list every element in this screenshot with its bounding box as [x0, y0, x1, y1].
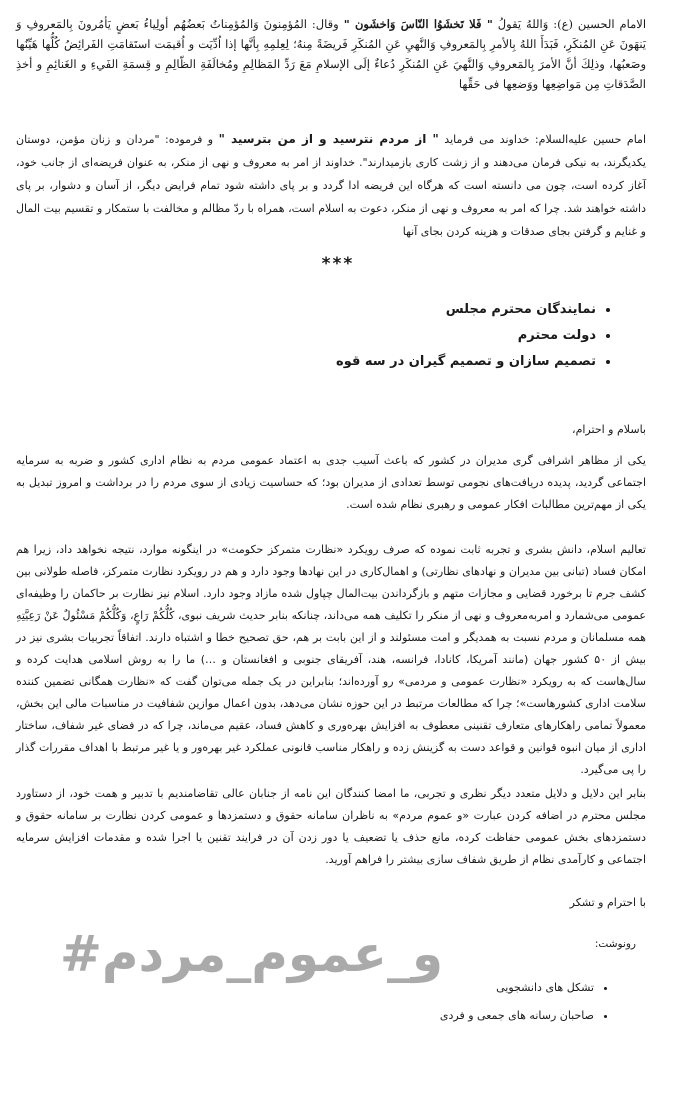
body-paragraph: یکی از مظاهر اشرافی گری مدیران در کشور که باعث آسیب جدی به اعتماد عمومی مردم به نظام اداری کشور و ضربه به سرمایه اجتماعی گردید، پدیده دریافت‌های نجومی توسط تعدادی از مدیران بود؛ که حساسیت زیادی از سوی مردم را در برداشت و امروز تبدیل به یکی از مهم‌ترین مطالبات افکار عمومی و رهبری نظام شده است. — [16, 454, 646, 511]
arabic-intro: الامام الحسين (ع): وَاللهُ يَقولُ — [497, 17, 647, 31]
farsi-quote: " از مردم نترسید و از من بترسید " — [218, 132, 439, 146]
body-paragraph: تعالیم اسلام، دانش بشری و تجربه ثابت نموده که صرف رویکرد «نظارت متمرکز حکومت» در اینگونه موارد، نتیجه نخواهد داد، زیرا هم امکان فساد (تبانی بین مدیران و نهادهای نظارتی) و اهمال‌کاری در این نهادها وجود دارد و هم در رویکرد نظارت متمرکز، فاصله طولانی بین کشف جرم تا برخورد قضایی و مجازات متهم و بازگرداندن بیت‌المال چپاول شده مازاد وجود دارد. اسلام نیز نظارت بر حاکمان را وظیفه‌ای عمومی می‌شمارد و امربه‌معروف و نهی از منکر را تکلیف همه می‌داند، چنانکه بنابر حدیث شریف نبوی، كُلُّكُمْ رَاعٍ، وَكُلُّكُمْ مَسْئُولٌ عَنْ رَعِيَّتِهِ همه مسلمانان و مردم نسبت به همدیگر و امت مسئولند و از این بابت بر هم، حق تصحیح خطا و اشتباه دارند. اتفاقاً تجربیات بشری نیز در بیش از ۵۰ کشور جهان (مانند آمریکا، کانادا، فرانسه، هند، آفریقای جنوبی و افغانستان و …) ما را به روش اسلامی هدایت کرده و سال‌هاست که به رویکرد «نظارت عمومی و مردمی» رو آورده‌اند؛ بنابراین در یک جمله می‌توان گفت که «نظارت همگانی تضمین کننده سلامت اداری کشورهاست»؛ چرا که مطالعات مرتبط در این حوزه نشان می‌دهد، بدون اعمال موازین شفافیت در مناسبات مالی این بخش، معمولاً تمامی راهکارهای متعارف تقنینی معطوف به افزایش بهره‌وری و کاهش فساد، عقیم می‌ماند، چرا که در فضای غیر شفاف، ساختار اداری از میان انبوه قوانین و قواعد دست به گزینش زده و راهکار مناسب قانونی عملکرد غیر بهره‌ور و یا غیر مرتبط با اهداف مقررات گذار را پی می‌گیرد. — [16, 543, 646, 776]
recipient-item: • دولت محترم — [336, 323, 596, 349]
body-paragraph: بنابر این دلایل و دلایل متعدد دیگر نظری و تجربی، ما امضا کنندگان این نامه از جنابان عالی تقاضامندیم با تدبیر و همت خود، از دستاورد مجلس محترم در اضافه کردن عبارت «و عموم مردم» به ناظران سامانه حقوق و دستمزدها و عمومی کردن نظارت بر سامانه حقوق و دستمزدهای بخش عمومی حفاظت کرده، مانع حذف یا تضعیف یا دور زدن آن در فرایند تقنین یا اجرا شده و مقدمات افزایش سرمایه اجتماعی و کارآمدی نظام از طریق شفاف سازی بیشتر را فراهم آورید. — [16, 787, 646, 866]
arabic-quote: " فَلا تَخشَوُا النّاسَ وَاخشَون " — [343, 17, 493, 31]
section-separator: *** — [321, 254, 355, 274]
cc-item: • صاحبان رسانه های جمعی و فردی — [440, 1002, 594, 1030]
farsi-translation — [16, 128, 646, 243]
arabic-text: وقال: المُؤمِنونَ وَالمُؤمِناتُ بَعضُهُم أولِياءُ بَعضٍ يَأمُرونَ بِالمَعروفِ وَ يَنهَونَ عَنِ المُنكَرِ، فَبَدَأَ اللهُ بِالأمرِ بِالمَعروفِ وَالنَّهيِ عَنِ المُنكَرِ فَريضَةً مِنهُ؛ لِعِلمِهِ بِأنَّها إذا اُدِّيَت و اُقيمَت استَقامَتِ الفَرائِضُ كُلُّها هَيِّنُها وصَعبُها، وذلِكَ أنَّ الأمرَ بِالمَعروفِ وَالنَّهيَ عَنِ المُنكَرِ دُعاءٌ إلَى الإسلامِ مَعَ رَدِّ المَظالِمِ ومُخالَفَةِ الظّالِمِ و قِسمَةِ الفَيءِ و الغَنائِمِ و أخذِ الصَّدَقاتِ مِن مَواضِعِها ووَضعِها فى حَقِّها — [16, 17, 646, 91]
cc-item: • تشکل های دانشجویی — [440, 974, 594, 1002]
cc-list — [440, 974, 616, 1030]
cc-label: رونوشت: — [594, 938, 636, 950]
recipient-list — [336, 297, 616, 375]
arabic-hadith — [16, 14, 646, 94]
farsi-intro: امام حسین علیه‌السلام: خداوند می فرماید — [444, 133, 646, 146]
recipient-item: • تصمیم سازان و تصمیم گیران در سه قوه — [336, 349, 596, 375]
farsi-text: و فرموده: "مردان و زنان مؤمن، دوستان یکدیگرند، به نیکی فرمان می‌دهند و از زشت کاری بازمیدارند". خداوند از امر به معروف و نهی از منکر، به عنوان فریضه‌ای از جانب خود، آغاز کرده است، چون می دانسته است که هرگاه این فریضه ادا گردد و بر پای داشته شود تمام فرایض دیگر، از آسان و دشوار، بر پای داشته خواهند شد. چرا که امر به معروف و نهی از منکر، دعوت به اسلام است، همراه با ردّ مظالم و مخالفت با ستمکار و تقسیم بیت المال و غنایم و گرفتن بجای صدقات و هزینه کردن بجای آنها — [16, 133, 646, 238]
hashtag-watermark: #و_عموم_مردم — [60, 925, 444, 983]
recipient-item: • نمایندگان محترم مجلس — [336, 297, 596, 323]
closing-line: با احترام و تشکر — [569, 896, 646, 909]
greeting: باسلام و احترام، — [572, 423, 646, 436]
